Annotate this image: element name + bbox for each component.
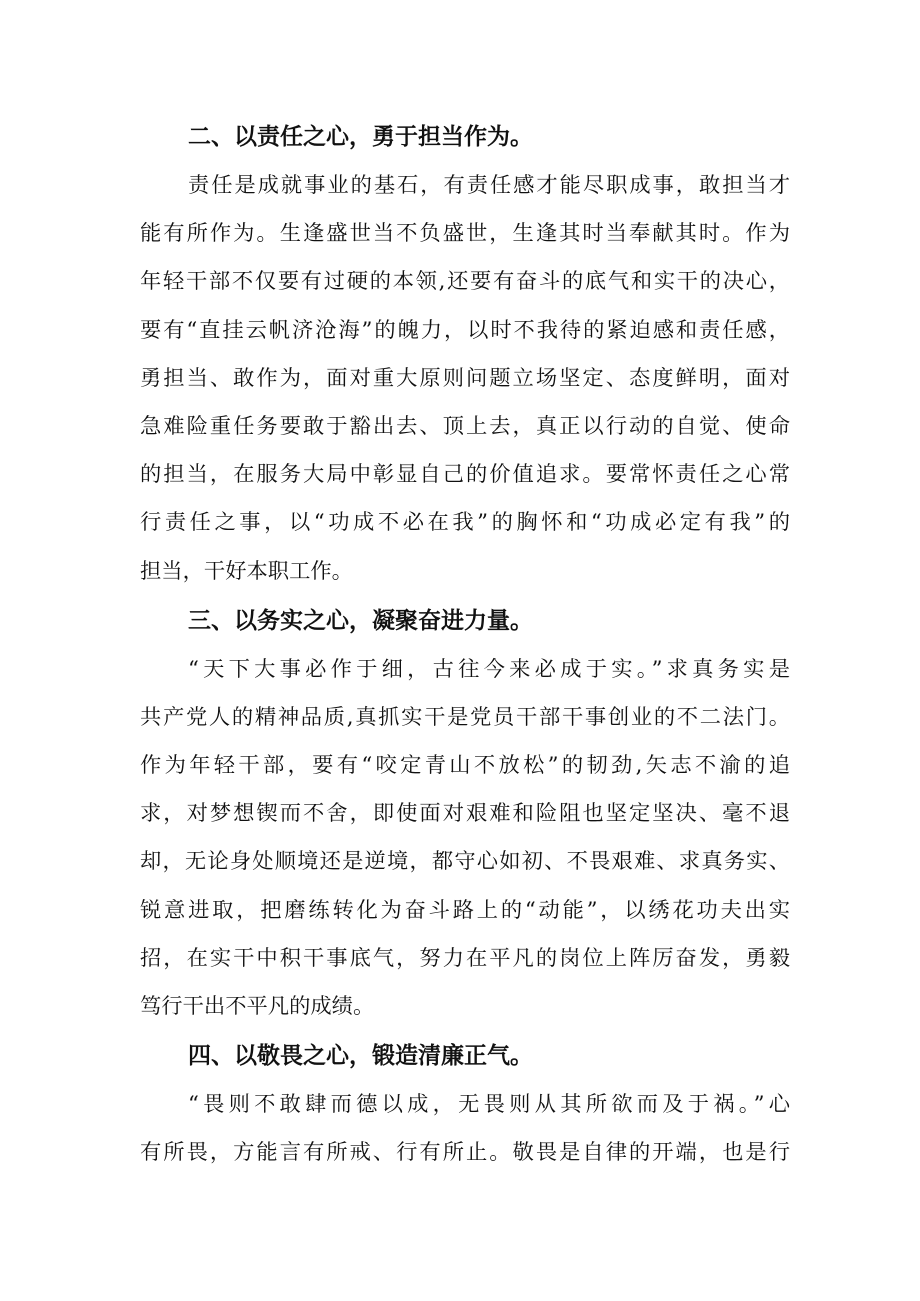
paragraph: [140, 646, 790, 1032]
paragraph-line: 作为年轻干部，要有“咬定青山不放松”的韧劲,矢志不渝的追: [140, 753, 790, 779]
paragraph: [140, 162, 790, 596]
paragraph-line: 求，对梦想锲而不舍，即使面对艰难和险阻也坚定坚决、毫不退: [140, 801, 790, 827]
section-heading: 三、以务实之心，凝聚奋进力量。: [188, 607, 533, 634]
paragraph-line: 笃行干出不平凡的成绩。: [140, 994, 375, 1019]
paragraph-line: 急难险重任务要敢于豁出去、顶上去，真正以行动的自觉、使命: [140, 413, 790, 439]
paragraph-line: “天下大事必作于细，古往今来必成于实。”求真务实是: [188, 656, 790, 682]
paragraph-line: 年轻干部不仅要有过硬的本领,还要有奋斗的底气和实干的决心，: [140, 269, 790, 295]
paragraph-line: 的担当，在服务大局中彰显自己的价值追求。要常怀责任之心常: [140, 462, 790, 488]
paragraph-line: 有所畏，方能言有所戒、行有所止。敬畏是自律的开端，也是行: [140, 1140, 790, 1166]
paragraph-line: 勇担当、敢作为，面对重大原则问题立场坚定、态度鲜明，面对: [140, 365, 790, 391]
paragraph-line: 能有所作为。生逢盛世当不负盛世，生逢其时当奉献其时。作为: [140, 221, 790, 247]
paragraph-line: 责任是成就事业的基石，有责任感才能尽职成事，敢担当才: [188, 173, 790, 198]
paragraph-line: 共产党人的精神品质,真抓实干是党员干部干事创业的不二法门。: [140, 704, 790, 730]
section-heading: 二、以责任之心，勇于担当作为。: [188, 124, 533, 150]
paragraph-line: “畏则不敢肆而德以成，无畏则从其所欲而及于祸。”心: [188, 1092, 790, 1118]
section-heading: 四、以敬畏之心，锻造清廉正气。: [188, 1043, 533, 1070]
paragraph-line: 担当，干好本职工作。: [140, 558, 353, 584]
document-body: [140, 112, 790, 1178]
paragraph-line: 行责任之事，以“功成不必在我”的胸怀和“功成必定有我”的: [140, 510, 790, 536]
paragraph-line: 招，在实干中积干事底气，努力在平凡的岗位上阵厉奋发，勇毅: [140, 945, 790, 971]
paragraph: [140, 1081, 790, 1177]
paragraph-line: 要有“直挂云帆济沧海”的魄力，以时不我待的紧迫感和责任感，: [140, 317, 790, 343]
paragraph-line: 锐意进取，把磨练转化为奋斗路上的“动能”，以绣花功夫出实: [140, 897, 790, 923]
paragraph-line: 却，无论身处顺境还是逆境，都守心如初、不畏艰难、求真务实、: [140, 849, 790, 875]
